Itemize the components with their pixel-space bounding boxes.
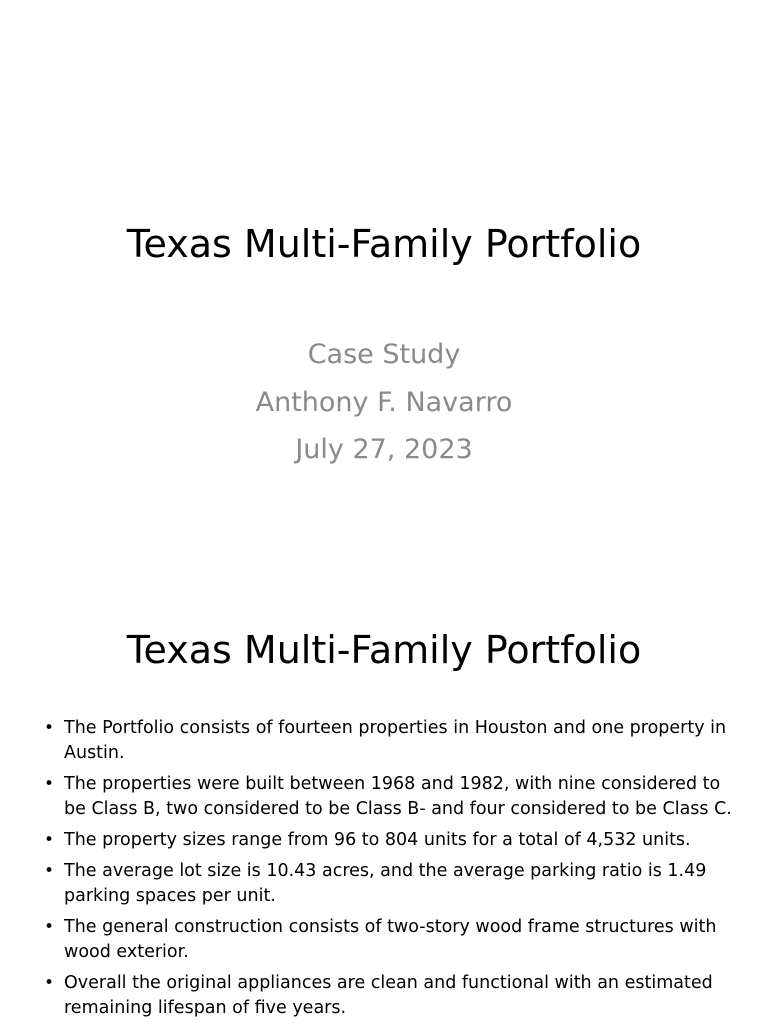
bullet-text: The properties were built between 1968 and 1982, with nine considered to be Class B, two considered to be Class B- and four considered to be Class C.	[64, 774, 732, 819]
list-item	[44, 971, 734, 1021]
slide-subtitle	[0, 331, 768, 474]
bullet-icon: •	[44, 830, 55, 850]
slide-title: Texas Multi-Family Portfolio	[126, 222, 642, 266]
bullet-icon: •	[44, 861, 55, 881]
list-item	[44, 828, 734, 853]
bullet-icon: •	[44, 973, 55, 993]
bullet-text: The average lot size is 10.43 acres, and the average parking ratio is 1.49 parking spaces per unit.	[64, 861, 707, 906]
list-item	[44, 716, 734, 766]
list-item	[44, 772, 734, 822]
content-slide	[0, 576, 768, 1024]
subtitle-line-date: July 27, 2023	[295, 434, 473, 465]
bullet-icon: •	[44, 718, 55, 738]
bullet-text: The general construction consists of two-story wood frame structures with wood exterior.	[64, 917, 717, 962]
bullet-icon: •	[44, 774, 55, 794]
list-item	[44, 859, 734, 909]
subtitle-line-author: Anthony F. Navarro	[255, 386, 513, 418]
bullet-text: The property sizes range from 96 to 804 units for a total of 4,532 units.	[64, 830, 691, 850]
list-item	[44, 915, 734, 965]
bullet-list	[44, 716, 734, 1027]
subtitle-line-case-study: Case Study	[307, 339, 461, 370]
bullet-text: Overall the original appliances are clean and functional with an estimated remaining lifespan of five years.	[64, 973, 713, 1018]
bullet-text: The Portfolio consists of fourteen properties in Houston and one property in Austin.	[64, 718, 727, 763]
bullet-icon: •	[44, 917, 55, 937]
slide-title: Texas Multi-Family Portfolio	[126, 628, 642, 672]
